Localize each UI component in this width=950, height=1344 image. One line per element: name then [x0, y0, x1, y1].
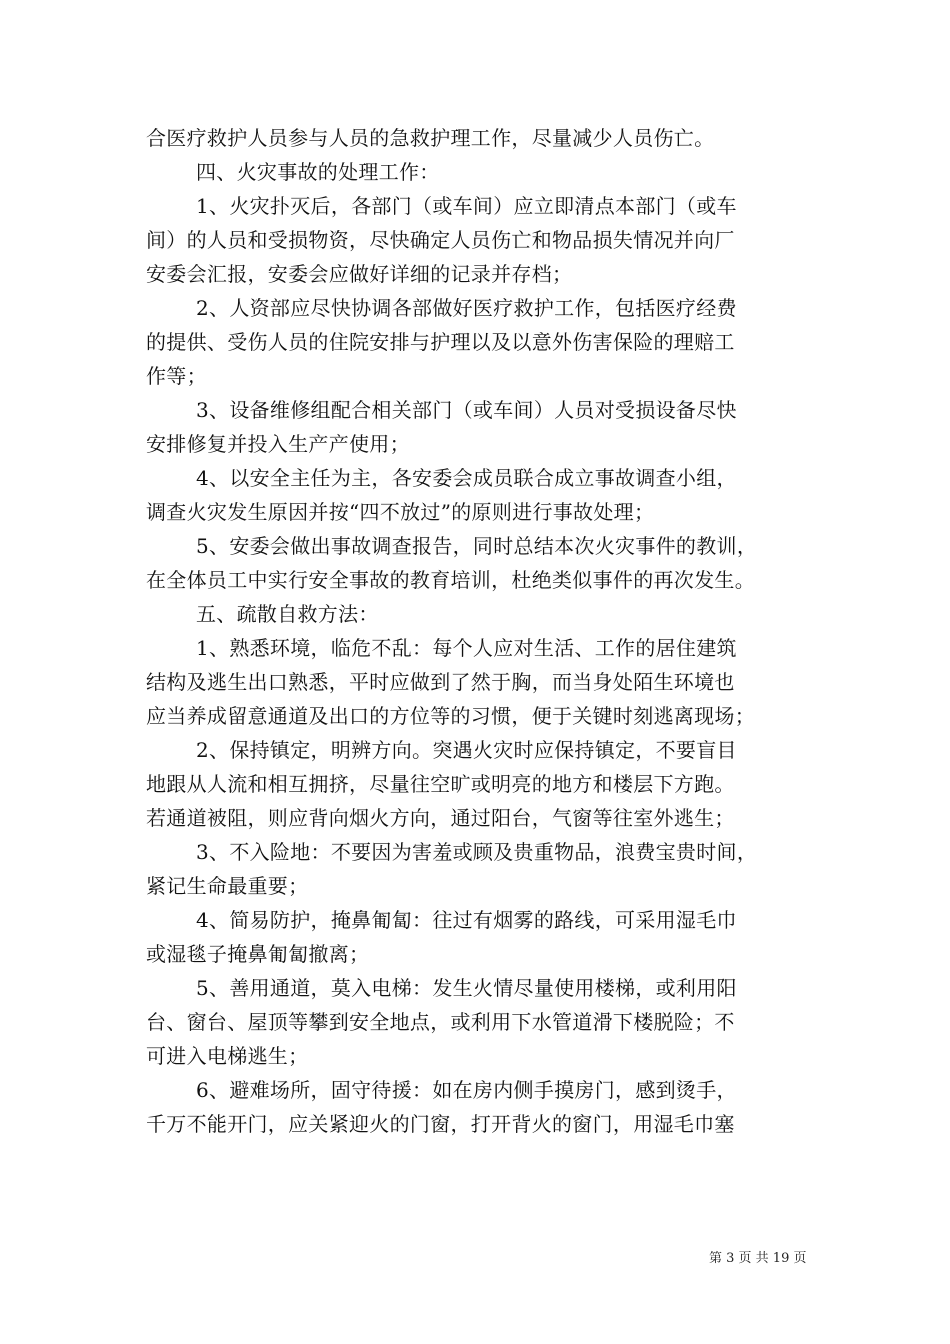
text-line: 紧记生命最重要； [146, 874, 309, 898]
text-line: 或湿毯子掩鼻匍匐撤离； [146, 942, 370, 966]
section-heading: 五、疏散自救方法： [196, 602, 379, 626]
text-line: 1、熟悉环境，临危不乱：每个人应对生活、工作的居住建筑 [196, 636, 737, 660]
text-line: 结构及逃生出口熟悉，平时应做到了然于胸，而当身处陌生环境也 [146, 670, 735, 694]
text-line: 的提供、受伤人员的住院安排与护理以及以意外伤害保险的理赔工 [146, 330, 735, 354]
text-line: 应当养成留意通道及出口的方位等的习惯，便于关键时刻逃离现场； [146, 704, 755, 728]
document-body [146, 121, 806, 1141]
text-line: 作等； [146, 364, 207, 388]
text-line: 5、安委会做出事故调查报告，同时总结本次火灾事件的教训， [196, 534, 758, 558]
text-line: 若通道被阻，则应背向烟火方向，通过阳台，气窗等往室外逃生； [146, 806, 735, 830]
text-line: 2、保持镇定，明辨方向。突遇火灾时应保持镇定，不要盲目 [196, 738, 737, 762]
text-line: 在全体员工中实行安全事故的教育培训，杜绝类似事件的再次发生。 [146, 568, 755, 592]
text-line: 安排修复并投入生产产使用； [146, 432, 410, 456]
text-line: 4、简易防护，掩鼻匍匐：往过有烟雾的路线，可采用湿毛巾 [196, 908, 737, 932]
text-line: 间）的人员和受损物资，尽快确定人员伤亡和物品损失情况并向厂 [146, 228, 735, 252]
text-line: 3、不入险地：不要因为害羞或顾及贵重物品，浪费宝贵时间， [196, 840, 758, 864]
text-line: 2、人资部应尽快协调各部做好医疗救护工作，包括医疗经费 [196, 296, 737, 320]
text-line: 合医疗救护人员参与人员的急救护理工作，尽量减少人员伤亡。 [146, 126, 715, 150]
text-line: 6、避难场所，固守待援：如在房内侧手摸房门，感到烫手， [196, 1078, 737, 1102]
page-number: 第 3 页 共 19 页 [709, 1251, 807, 1266]
text-line: 安委会汇报，安委会应做好详细的记录并存档； [146, 262, 573, 286]
text-line: 千万不能开门，应关紧迎火的门窗，打开背火的窗门，用湿毛巾塞 [146, 1112, 735, 1136]
text-line: 地跟从人流和相互拥挤，尽量往空旷或明亮的地方和楼层下方跑。 [146, 772, 735, 796]
text-line: 台、窗台、屋顶等攀到安全地点，或利用下水管道滑下楼脱险；不 [146, 1010, 735, 1034]
text-line: 1、火灾扑灭后，各部门（或车间）应立即清点本部门（或车 [196, 194, 737, 218]
text-line: 4、以安全主任为主，各安委会成员联合成立事故调查小组， [196, 466, 737, 490]
text-line: 5、善用通道，莫入电梯：发生火情尽量使用楼梯，或利用阳 [196, 976, 737, 1000]
text-line: 3、设备维修组配合相关部门（或车间）人员对受损设备尽快 [196, 398, 737, 422]
section-heading: 四、火灾事故的处理工作： [196, 160, 440, 184]
text-line: 可进入电梯逃生； [146, 1044, 309, 1068]
text-line: 调查火灾发生原因并按“四不放过”的原则进行事故处理； [146, 500, 655, 524]
